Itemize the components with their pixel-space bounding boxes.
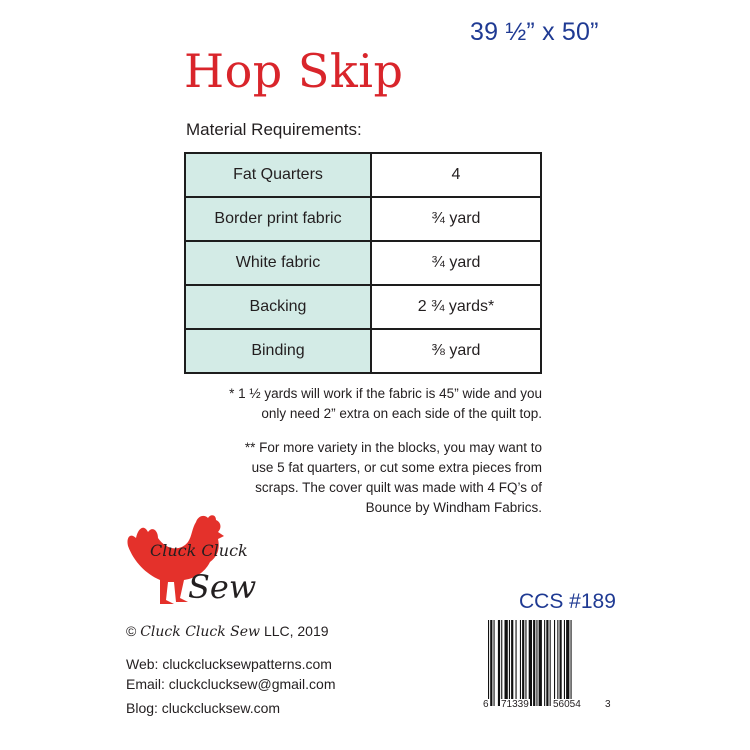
barcode-bar bbox=[571, 620, 572, 706]
barcode-bar bbox=[494, 620, 495, 706]
barcode-digit: 71339 bbox=[501, 699, 529, 710]
table-row bbox=[185, 285, 541, 329]
barcode-bar bbox=[490, 620, 492, 706]
barcode-bar bbox=[511, 620, 513, 706]
barcode-bar bbox=[536, 620, 537, 706]
note-line: scraps. The cover quilt was made with 4 FQ’s of bbox=[255, 480, 542, 495]
material-amount: ¾ yard bbox=[371, 241, 541, 285]
barcode-digit: 56054 bbox=[553, 699, 581, 710]
barcode-bar bbox=[505, 620, 508, 706]
barcode-bar bbox=[501, 620, 502, 706]
website-link[interactable]: Web: cluckclucksewpatterns.com bbox=[126, 656, 332, 672]
barcode-bar bbox=[529, 620, 532, 706]
blog-link[interactable]: Blog: cluckclucksew.com bbox=[126, 700, 281, 716]
barcode-bar bbox=[520, 620, 521, 706]
material-amount: ¾ yard bbox=[371, 197, 541, 241]
variety-note bbox=[202, 438, 542, 518]
barcode-bar bbox=[550, 620, 551, 706]
pattern-title: Hop Skip bbox=[184, 44, 404, 98]
material-amount: 2 ¾ yards* bbox=[371, 285, 541, 329]
quilt-size: 39 ½” x 50” bbox=[470, 18, 599, 46]
barcode-bar bbox=[557, 620, 558, 706]
barcode-bar bbox=[560, 620, 562, 706]
material-name: White fabric bbox=[185, 241, 371, 285]
email-link[interactable]: Email: cluckclucksew@gmail.com bbox=[126, 676, 336, 692]
material-name: Binding bbox=[185, 329, 371, 373]
note-line: use 5 fat quarters, or cut some extra pieces from bbox=[251, 460, 542, 475]
barcode-digit: 6 bbox=[483, 699, 489, 710]
materials-table bbox=[184, 152, 542, 374]
barcode-digit: 3 bbox=[605, 699, 611, 710]
barcode-bar bbox=[488, 620, 489, 706]
barcode-digits bbox=[482, 699, 612, 713]
barcode-bar bbox=[564, 620, 565, 706]
copyright bbox=[126, 623, 329, 640]
barcode-bar bbox=[544, 620, 545, 706]
logo-text-cluck: Cluck Cluck bbox=[150, 541, 248, 560]
copyright-year: LLC, 2019 bbox=[263, 623, 329, 639]
barcode-bar bbox=[516, 620, 517, 706]
material-name: Backing bbox=[185, 285, 371, 329]
note-line: only need 2” extra on each side of the quilt top. bbox=[261, 406, 542, 421]
table-row bbox=[185, 241, 541, 285]
copyright-symbol: © bbox=[126, 623, 137, 639]
barcode-bar bbox=[554, 620, 555, 706]
logo-text-sew: Sew bbox=[188, 568, 257, 606]
note-line: Bounce by Windham Fabrics. bbox=[365, 500, 542, 515]
barcode-bar bbox=[498, 620, 500, 706]
material-name: Fat Quarters bbox=[185, 153, 371, 197]
note-line: ** For more variety in the blocks, you may want to bbox=[244, 440, 542, 455]
material-amount: ⅜ yard bbox=[371, 329, 541, 373]
barcode-bar bbox=[522, 620, 524, 706]
barcode-bar bbox=[525, 620, 526, 706]
barcode-bar bbox=[509, 620, 510, 706]
material-amount: 4 bbox=[371, 153, 541, 197]
barcode-bar bbox=[539, 620, 542, 706]
barcode-bar bbox=[566, 620, 569, 706]
product-code: CCS #189 bbox=[519, 590, 616, 613]
table-row bbox=[185, 153, 541, 197]
material-name: Border print fabric bbox=[185, 197, 371, 241]
table-row bbox=[185, 197, 541, 241]
materials-heading: Material Requirements: bbox=[186, 120, 362, 139]
backing-note bbox=[202, 384, 542, 424]
table-row bbox=[185, 329, 541, 373]
copyright-brand: Cluck Cluck Sew bbox=[140, 624, 261, 640]
barcode-bar bbox=[533, 620, 535, 706]
barcode-bar bbox=[546, 620, 548, 706]
note-line: * 1 ½ yards will work if the fabric is 45” wide and you bbox=[229, 386, 542, 401]
